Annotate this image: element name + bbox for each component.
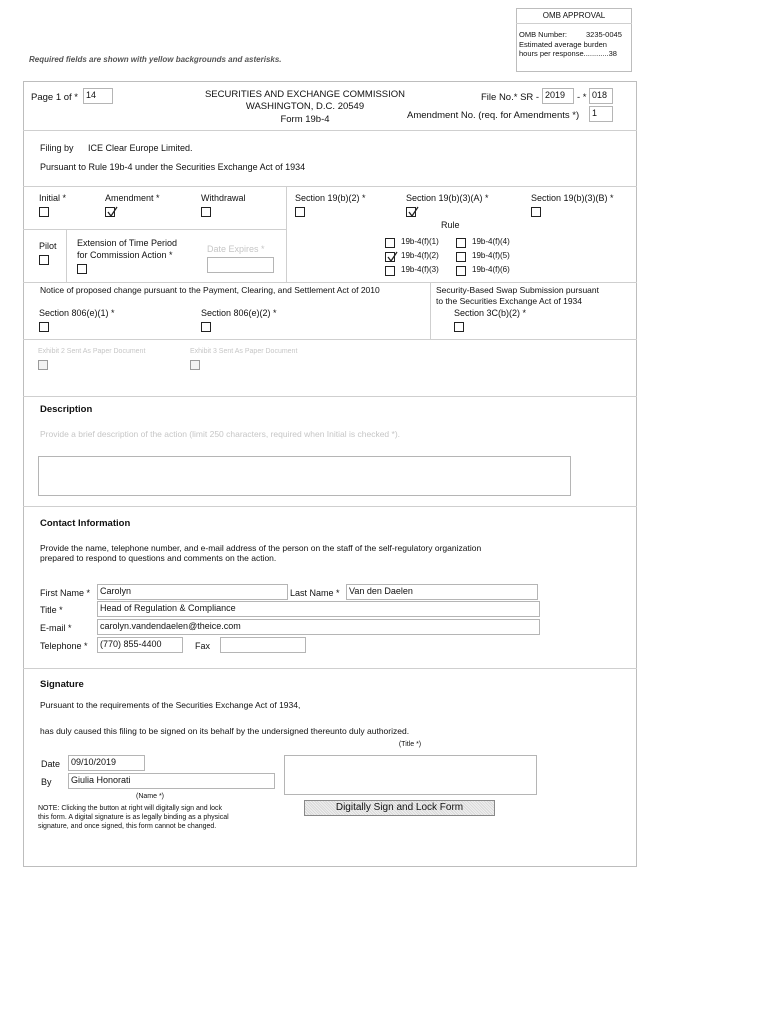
contact-intro-line1: Provide the name, telephone number, and e-mail address of the person on the staff of the self-regulatory organization: [40, 543, 482, 553]
section-806e2-label: Section 806(e)(2) *: [201, 308, 277, 318]
email-label: E-mail *: [40, 623, 72, 633]
by-label: By: [41, 777, 52, 787]
extension-label-line2: for Commission Action *: [77, 250, 173, 260]
checkmark-icon: [407, 206, 419, 218]
exhibit3-label: Exhibit 3 Sent As Paper Document: [190, 348, 298, 355]
form-number: Form 19b-4: [280, 114, 330, 125]
rule-f1-checkbox[interactable]: [385, 238, 395, 248]
exhibit2-label: Exhibit 2 Sent As Paper Document: [38, 348, 146, 355]
date-label: Date: [41, 759, 61, 769]
first-name-field[interactable]: Carolyn: [97, 584, 288, 600]
date-expires-label: Date Expires *: [207, 244, 265, 254]
rule-f1-label: 19b-4(f)(1): [401, 237, 439, 246]
date-expires-field[interactable]: [207, 257, 274, 273]
description-heading: Description: [40, 404, 93, 415]
email-field[interactable]: carolyn.vandendaelen@theice.com: [97, 619, 540, 635]
amendment-no-field[interactable]: 1: [589, 106, 613, 122]
section-19b3b-label: Section 19(b)(3)(B) *: [531, 193, 614, 203]
rule-f5-checkbox[interactable]: [456, 252, 466, 262]
section-19b3a-checkbox[interactable]: [406, 207, 416, 217]
initial-label: Initial *: [39, 193, 67, 203]
omb-title: OMB APPROVAL: [542, 11, 606, 20]
rule-f6-label: 19b-4(f)(6): [472, 265, 510, 274]
description-hint: Provide a brief description of the action (limit 250 characters, required when Initial is checked *).: [40, 429, 401, 439]
section-19b3b-checkbox[interactable]: [531, 207, 541, 217]
rule-f2-checkbox[interactable]: [385, 252, 395, 262]
swap-label-line1: Security-Based Swap Submission pursuant: [436, 285, 599, 295]
notice-pcsa: Notice of proposed change pursuant to the Payment, Clearing, and Settlement Act of 2010: [40, 285, 380, 295]
omb-number-label: OMB Number:: [519, 30, 567, 39]
omb-number-value: 3235-0045: [586, 30, 622, 39]
title-caption: (Title *): [398, 741, 422, 748]
amendment-no-label: Amendment No. (req. for Amendments *): [407, 110, 580, 121]
pilot-label: Pilot: [39, 241, 57, 251]
rule-f6-checkbox[interactable]: [456, 266, 466, 276]
page-label: Page 1 of *: [31, 92, 79, 103]
pilot-checkbox[interactable]: [39, 255, 49, 265]
rule-heading: Rule: [441, 220, 460, 230]
section-806e2-checkbox[interactable]: [201, 322, 211, 332]
extension-checkbox[interactable]: [77, 264, 87, 274]
file-dash: - *: [577, 92, 587, 103]
section-19b3a-label: Section 19(b)(3)(A) *: [406, 193, 489, 203]
omb-burden: Estimated average burden: [519, 40, 607, 49]
file-year-field[interactable]: 2019: [542, 88, 574, 104]
signature-pursuant: Pursuant to the requirements of the Securities Exchange Act of 1934,: [40, 700, 301, 710]
signature-heading: Signature: [40, 679, 84, 690]
withdrawal-checkbox[interactable]: [201, 207, 211, 217]
signatory-name-field[interactable]: Giulia Honorati: [68, 773, 275, 789]
signature-date-field[interactable]: 09/10/2019: [68, 755, 145, 771]
sign-note-line2: this form. A digital signature is as legally binding as a physical: [38, 814, 229, 821]
filing-by-label: Filing by: [40, 143, 74, 153]
first-name-label: First Name *: [40, 588, 91, 598]
omb-hours: hours per response............38: [519, 49, 617, 58]
title-label: Title *: [40, 605, 63, 615]
filing-by-value: ICE Clear Europe Limited.: [88, 143, 193, 153]
last-name-label: Last Name *: [290, 588, 340, 598]
signature-duly-authorized: has duly caused this filing to be signed on its behalf by the undersigned thereunto duly authorized.: [40, 726, 410, 736]
file-no-label: File No.* SR -: [481, 92, 540, 103]
swap-label-line2: to the Securities Exchange Act of 1934: [436, 296, 583, 306]
rule-f3-label: 19b-4(f)(3): [401, 265, 439, 274]
section-806e1-label: Section 806(e)(1) *: [39, 308, 115, 318]
checkmark-icon: [386, 251, 398, 263]
pursuant-rule: Pursuant to Rule 19b-4 under the Securities Exchange Act of 1934: [40, 162, 306, 172]
rule-f2-label: 19b-4(f)(2): [401, 251, 439, 260]
initial-checkbox[interactable]: [39, 207, 49, 217]
rule-f3-checkbox[interactable]: [385, 266, 395, 276]
rule-f4-label: 19b-4(f)(4): [472, 237, 510, 246]
extension-label-line1: Extension of Time Period: [77, 238, 178, 248]
section-3cb2-checkbox[interactable]: [454, 322, 464, 332]
amendment-label: Amendment *: [105, 193, 160, 203]
description-textarea[interactable]: [38, 456, 571, 496]
file-number-field[interactable]: 018: [589, 88, 613, 104]
contact-heading: Contact Information: [40, 518, 131, 529]
sign-note-line3: signature, and once signed, this form cannot be changed.: [38, 823, 217, 830]
exhibit2-checkbox[interactable]: [38, 360, 48, 370]
contact-intro-line2: prepared to respond to questions and comments on the action.: [40, 553, 277, 563]
section-19b2-label: Section 19(b)(2) *: [295, 193, 366, 203]
digitally-sign-button[interactable]: Digitally Sign and Lock Form: [304, 800, 495, 816]
required-fields-note: Required fields are shown with yellow backgrounds and asterisks.: [29, 55, 282, 64]
commission-city: WASHINGTON, D.C. 20549: [245, 101, 365, 112]
title-field[interactable]: Head of Regulation & Compliance: [97, 601, 540, 617]
amendment-checkbox[interactable]: [105, 207, 115, 217]
telephone-label: Telephone *: [40, 641, 88, 651]
name-caption: (Name *): [136, 793, 165, 800]
withdrawal-label: Withdrawal: [201, 193, 246, 203]
rule-f5-label: 19b-4(f)(5): [472, 251, 510, 260]
rule-f4-checkbox[interactable]: [456, 238, 466, 248]
telephone-field[interactable]: (770) 855-4400: [97, 637, 183, 653]
section-3cb2-label: Section 3C(b)(2) *: [454, 308, 527, 318]
commission-title: SECURITIES AND EXCHANGE COMMISSION: [204, 89, 406, 100]
section-806e1-checkbox[interactable]: [39, 322, 49, 332]
last-name-field[interactable]: Van den Daelen: [346, 584, 538, 600]
sign-note-line1: NOTE: Clicking the button at right will digitally sign and lock: [38, 805, 223, 812]
section-19b2-checkbox[interactable]: [295, 207, 305, 217]
fax-label: Fax: [195, 641, 211, 651]
signatory-title-field[interactable]: [284, 755, 537, 795]
fax-field[interactable]: [220, 637, 306, 653]
checkmark-icon: [106, 206, 118, 218]
page-total-field[interactable]: 14: [83, 88, 113, 104]
exhibit3-checkbox[interactable]: [190, 360, 200, 370]
